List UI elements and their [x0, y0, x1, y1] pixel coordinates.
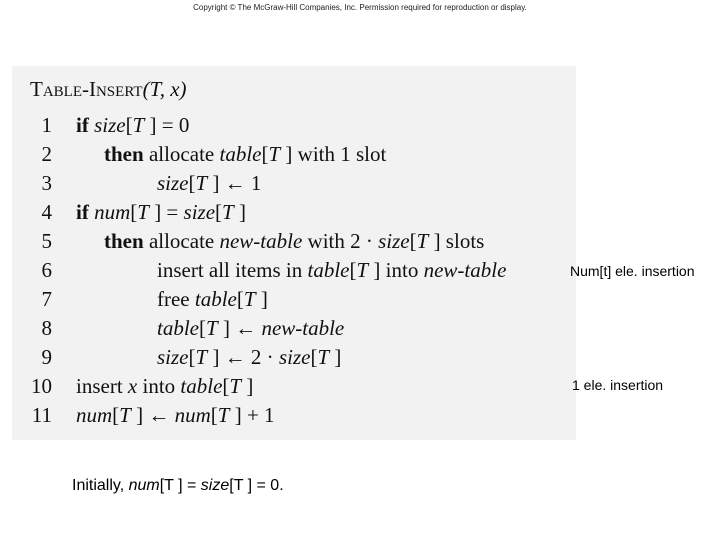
copyright-notice: Copyright © The McGraw-Hill Companies, Inc. Permission required for reproduction or display.: [193, 3, 527, 12]
code-line: [12, 140, 572, 169]
initial-condition-note: [72, 477, 284, 495]
code-statement: free table[T ]: [157, 287, 268, 311]
algorithm-name: Table-Insert: [30, 77, 143, 101]
line-number: 1: [41, 113, 52, 137]
code-statement: table[T ] ← new-table: [157, 316, 345, 340]
code-line: [12, 343, 572, 372]
code-statement: if size[T ] = 0: [76, 113, 190, 137]
line-number: 7: [41, 287, 52, 311]
line-number: 3: [41, 171, 52, 195]
code-line: [12, 285, 572, 314]
code-line: [12, 169, 572, 198]
line-number: 2: [41, 142, 52, 166]
note-size: size: [200, 477, 230, 494]
line-number: 8: [41, 316, 52, 340]
algorithm-title: [30, 77, 187, 102]
code-line: [12, 372, 572, 401]
code-line: [12, 227, 572, 256]
note-mid1: [T ] =: [159, 477, 201, 494]
annotation-line10: 1 ele. insertion: [572, 377, 664, 393]
code-line: [12, 314, 572, 343]
line-number: 6: [41, 258, 52, 282]
code-statement: then allocate new-table with 2 · size[T ] slots: [104, 229, 485, 253]
code-line: [12, 111, 572, 140]
line-number: 10: [31, 374, 52, 398]
code-statement: insert all items in table[T ] into new-table: [157, 258, 507, 282]
code-line: [12, 256, 572, 285]
annotation-line6: Num[t] ele. insertion: [570, 263, 695, 279]
note-prefix: Initially,: [72, 477, 129, 494]
line-number: 9: [41, 345, 52, 369]
algorithm-args: (T, x): [142, 77, 187, 101]
code-line: [12, 401, 572, 430]
line-number: 4: [41, 200, 52, 224]
code-statement: insert x into table[T ]: [76, 374, 254, 398]
algorithm-panel: [12, 66, 576, 440]
code-statement: size[T ] ← 2 · size[T ]: [157, 345, 342, 369]
code-statement: if num[T ] = size[T ]: [76, 200, 246, 224]
line-number: 11: [31, 403, 52, 427]
code-line: [12, 198, 572, 227]
code-statement: then allocate table[T ] with 1 slot: [104, 142, 387, 166]
line-number: 5: [41, 229, 52, 253]
code-statement: num[T ] ← num[T ] + 1: [76, 403, 275, 427]
note-num: num: [128, 477, 160, 494]
note-mid2: [T ] = 0.: [229, 477, 284, 494]
code-statement: size[T ] ← 1: [157, 171, 262, 195]
